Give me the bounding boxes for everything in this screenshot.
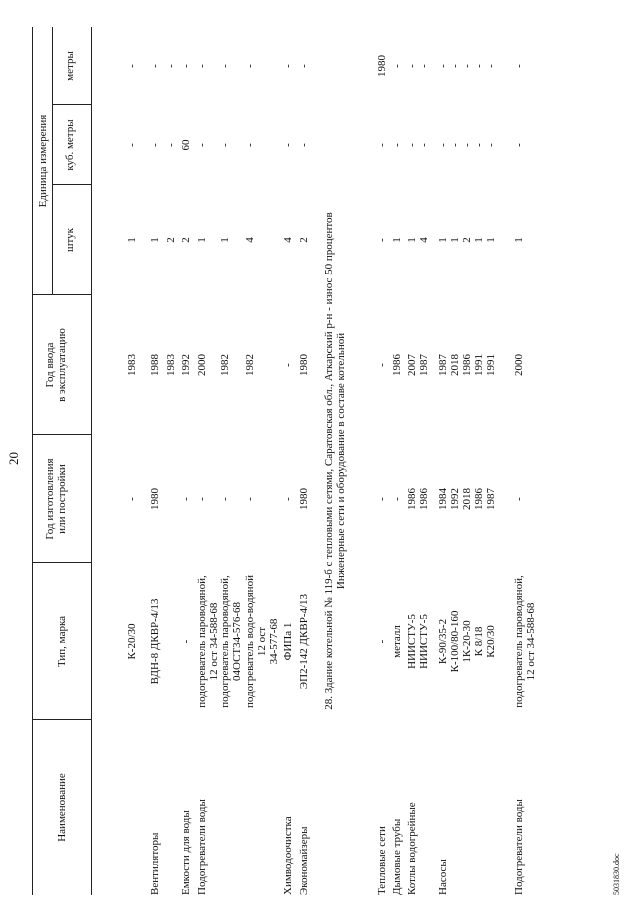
table-row-cub: - <box>485 143 497 147</box>
table-row-made: 1986 <box>473 488 485 510</box>
table-row-start: 1982 <box>219 354 231 376</box>
table-row-cub: - <box>376 143 388 147</box>
table-row-pcs: 1 <box>449 237 461 243</box>
table-row-start: 2007 <box>406 354 418 376</box>
table-row-start: 2000 <box>196 354 208 376</box>
table-row-name: Экономайзеры <box>298 826 310 895</box>
table-row-m: - <box>180 64 192 68</box>
table-row-made: 2018 <box>461 488 473 510</box>
table-row-pcs: 1 <box>149 237 161 243</box>
table-row-start: 1983 <box>126 354 138 376</box>
section-subtitle: Инженерные сети и оборудование в составе котельной <box>335 332 347 590</box>
table-row-start: - <box>376 363 388 367</box>
page-number: 20 <box>6 452 21 465</box>
table-row-cub: - <box>165 143 177 147</box>
table-row-cub: 60 <box>180 139 192 151</box>
table-row-cub: - <box>282 143 294 147</box>
table-row-made: - <box>180 497 192 501</box>
table-row-type: ЭП2-142 ДКВР-4/13 <box>298 593 310 690</box>
table-row-type: металл <box>391 625 403 658</box>
table-row-cub: - <box>461 143 473 147</box>
table-row-made: - <box>126 497 138 501</box>
table-row-type: 1К-20-30 <box>461 620 473 663</box>
table-row-start: 1982 <box>244 354 256 376</box>
table-row-type: подогреватель пароводяной, <box>513 575 525 708</box>
table-row-m: - <box>196 64 208 68</box>
table-row-cub: - <box>196 143 208 147</box>
table-row-type: ФИПа 1 <box>282 622 294 661</box>
table-row-m: - <box>298 64 310 68</box>
table-row-start: 1986 <box>461 354 473 376</box>
table-row-cub: - <box>298 143 310 147</box>
table-row-pcs: 4 <box>282 237 294 243</box>
table-row-type: НИИСТУ-5 <box>418 614 430 669</box>
table-row-made: 1984 <box>437 488 449 510</box>
table-row-cub: - <box>391 143 403 147</box>
table-row-m: - <box>473 64 485 68</box>
table-row-name: Емкости для воды <box>180 810 192 895</box>
table-row-pcs: 2 <box>180 237 192 243</box>
table-row-made: - <box>219 497 231 501</box>
footer-code: 5031830.doc <box>612 853 621 895</box>
table-row-m: - <box>244 64 256 68</box>
header-pieces: штук <box>64 228 76 252</box>
table-row-cub: - <box>219 143 231 147</box>
header-meters: метры <box>64 51 76 81</box>
table-row-pcs: 2 <box>298 237 310 243</box>
table-row-type: НИИСТУ-5 <box>406 614 418 669</box>
table-row-type: К-90/35-2 <box>437 618 449 665</box>
table-row-made: - <box>196 497 208 501</box>
table-row-pcs: 1 <box>485 237 497 243</box>
table-row-pcs: 1 <box>196 237 208 243</box>
table-row-cub: - <box>406 143 418 147</box>
table-row-type: К-100/80-160 <box>449 610 461 673</box>
header-name: Наименование <box>56 773 68 842</box>
table-row-made: 1987 <box>485 488 497 510</box>
table-row-pcs: 4 <box>244 237 256 243</box>
table-row-cub: - <box>449 143 461 147</box>
table-row-start: 1986 <box>391 354 403 376</box>
table-row-made: 1992 <box>449 488 461 510</box>
table-row-m: - <box>418 64 430 68</box>
table-row-name: Подогреватели воды <box>196 799 208 895</box>
table-row-made: - <box>391 497 403 501</box>
table-row-start: 1991 <box>473 354 485 376</box>
header-units-group: Единица измерения <box>37 114 49 208</box>
table-row-pcs: - <box>376 238 388 242</box>
table-row-pcs: 1 <box>406 237 418 243</box>
table-row-pcs: 1 <box>513 237 525 243</box>
table-row-m: 1980 <box>376 55 388 77</box>
table-row-m: - <box>461 64 473 68</box>
table-row-start: 1991 <box>485 354 497 376</box>
table-row-cub: - <box>244 143 256 147</box>
table-row-start: 1987 <box>437 354 449 376</box>
table-row-type: 12 ост 34-588-68 <box>525 602 537 681</box>
table-row-pcs: 1 <box>219 237 231 243</box>
header-type: Тип, марка <box>56 615 68 668</box>
header-year-start: Год ввода <box>44 342 56 388</box>
table-row-type: 04ОСТ34-576-68 <box>231 602 243 681</box>
table-row-start: 1980 <box>298 354 310 376</box>
header-year-made: Год изготовления <box>44 458 56 540</box>
table-row-m: - <box>513 64 525 68</box>
table-row-made: - <box>513 497 525 501</box>
table-row-name: Насосы <box>437 859 449 895</box>
table-row-made: 1986 <box>406 488 418 510</box>
table-row-name: Дымовые трубы <box>391 818 403 895</box>
table-row-cub: - <box>126 143 138 147</box>
table-row-type: К-20/30 <box>126 623 138 660</box>
table-row-made: - <box>244 497 256 501</box>
table-row-cub: - <box>418 143 430 147</box>
header-year-start: в эксплуатацию <box>56 328 68 402</box>
section-title: 28. Здание котельной № 119-б с тепловыми сетями, Саратовская обл., Аткарский р-н - износ 50 процентов <box>323 212 335 710</box>
table-row-pcs: 1 <box>437 237 449 243</box>
table-row-start: - <box>282 363 294 367</box>
table-row-type: 34-577-68 <box>268 618 280 665</box>
table-row-m: - <box>282 64 294 68</box>
table-row-cub: - <box>473 143 485 147</box>
table-row-m: - <box>406 64 418 68</box>
table-row-cub: - <box>149 143 161 147</box>
table-row-made: 1980 <box>298 488 310 510</box>
table-row-name: Тепловые сети <box>376 826 388 895</box>
table-row-made: 1980 <box>149 488 161 510</box>
table-row-cub: - <box>437 143 449 147</box>
table-row-type: 12 ост <box>256 626 268 657</box>
table-row-start: 1992 <box>180 354 192 376</box>
header-bottom-rule <box>91 27 92 895</box>
table-row-m: - <box>485 64 497 68</box>
table-row-name: Вентиляторы <box>149 832 161 895</box>
table-row-m: - <box>449 64 461 68</box>
table-row-pcs: 2 <box>461 237 473 243</box>
table-row-pcs: 1 <box>473 237 485 243</box>
table-row-pcs: 1 <box>126 237 138 243</box>
table-row-pcs: 2 <box>165 237 177 243</box>
table-row-type: - <box>180 639 192 644</box>
table-row-name: Химводоочистка <box>282 816 294 895</box>
table-row-start: 1988 <box>149 354 161 376</box>
table-row-m: - <box>437 64 449 68</box>
table-row-type: - <box>376 639 388 644</box>
table-row-type: подогреватель пароводяной, <box>196 575 208 708</box>
table-row-made: 1986 <box>418 488 430 510</box>
table-row-type: 12 ост 34-588-68 <box>208 602 220 681</box>
table-row-m: - <box>149 64 161 68</box>
table-row-start: 2018 <box>449 354 461 376</box>
table-row-start: 1987 <box>418 354 430 376</box>
table-row-pcs: 1 <box>391 237 403 243</box>
table-row-start: 1983 <box>165 354 177 376</box>
header-cubic: куб. метры <box>64 119 76 171</box>
table-row-made: - <box>282 497 294 501</box>
table-row-m: - <box>391 64 403 68</box>
units-group-rule <box>52 27 53 295</box>
table-row-m: - <box>165 64 177 68</box>
table-row-type: подогреватель водо-водяной <box>244 575 256 708</box>
table-row-made: - <box>376 497 388 501</box>
table-row-type: К 8/18 <box>473 626 485 657</box>
table-row-start: 2000 <box>513 354 525 376</box>
table-row-m: - <box>219 64 231 68</box>
table-row-pcs: 4 <box>418 237 430 243</box>
table-row-type: подогреватель пароводяной, <box>219 575 231 708</box>
table-row-type: К20/30 <box>485 625 497 658</box>
table-row-cub: - <box>513 143 525 147</box>
table-row-type: ВДН-8 ДКВР-4/13 <box>149 598 161 685</box>
table-row-name: Подогреватели воды <box>513 799 525 895</box>
header-year-made: или постройки <box>56 464 68 534</box>
table-row-m: - <box>126 64 138 68</box>
table-top-rule <box>32 27 33 895</box>
table-row-name: Котлы водогрейные <box>406 802 418 895</box>
